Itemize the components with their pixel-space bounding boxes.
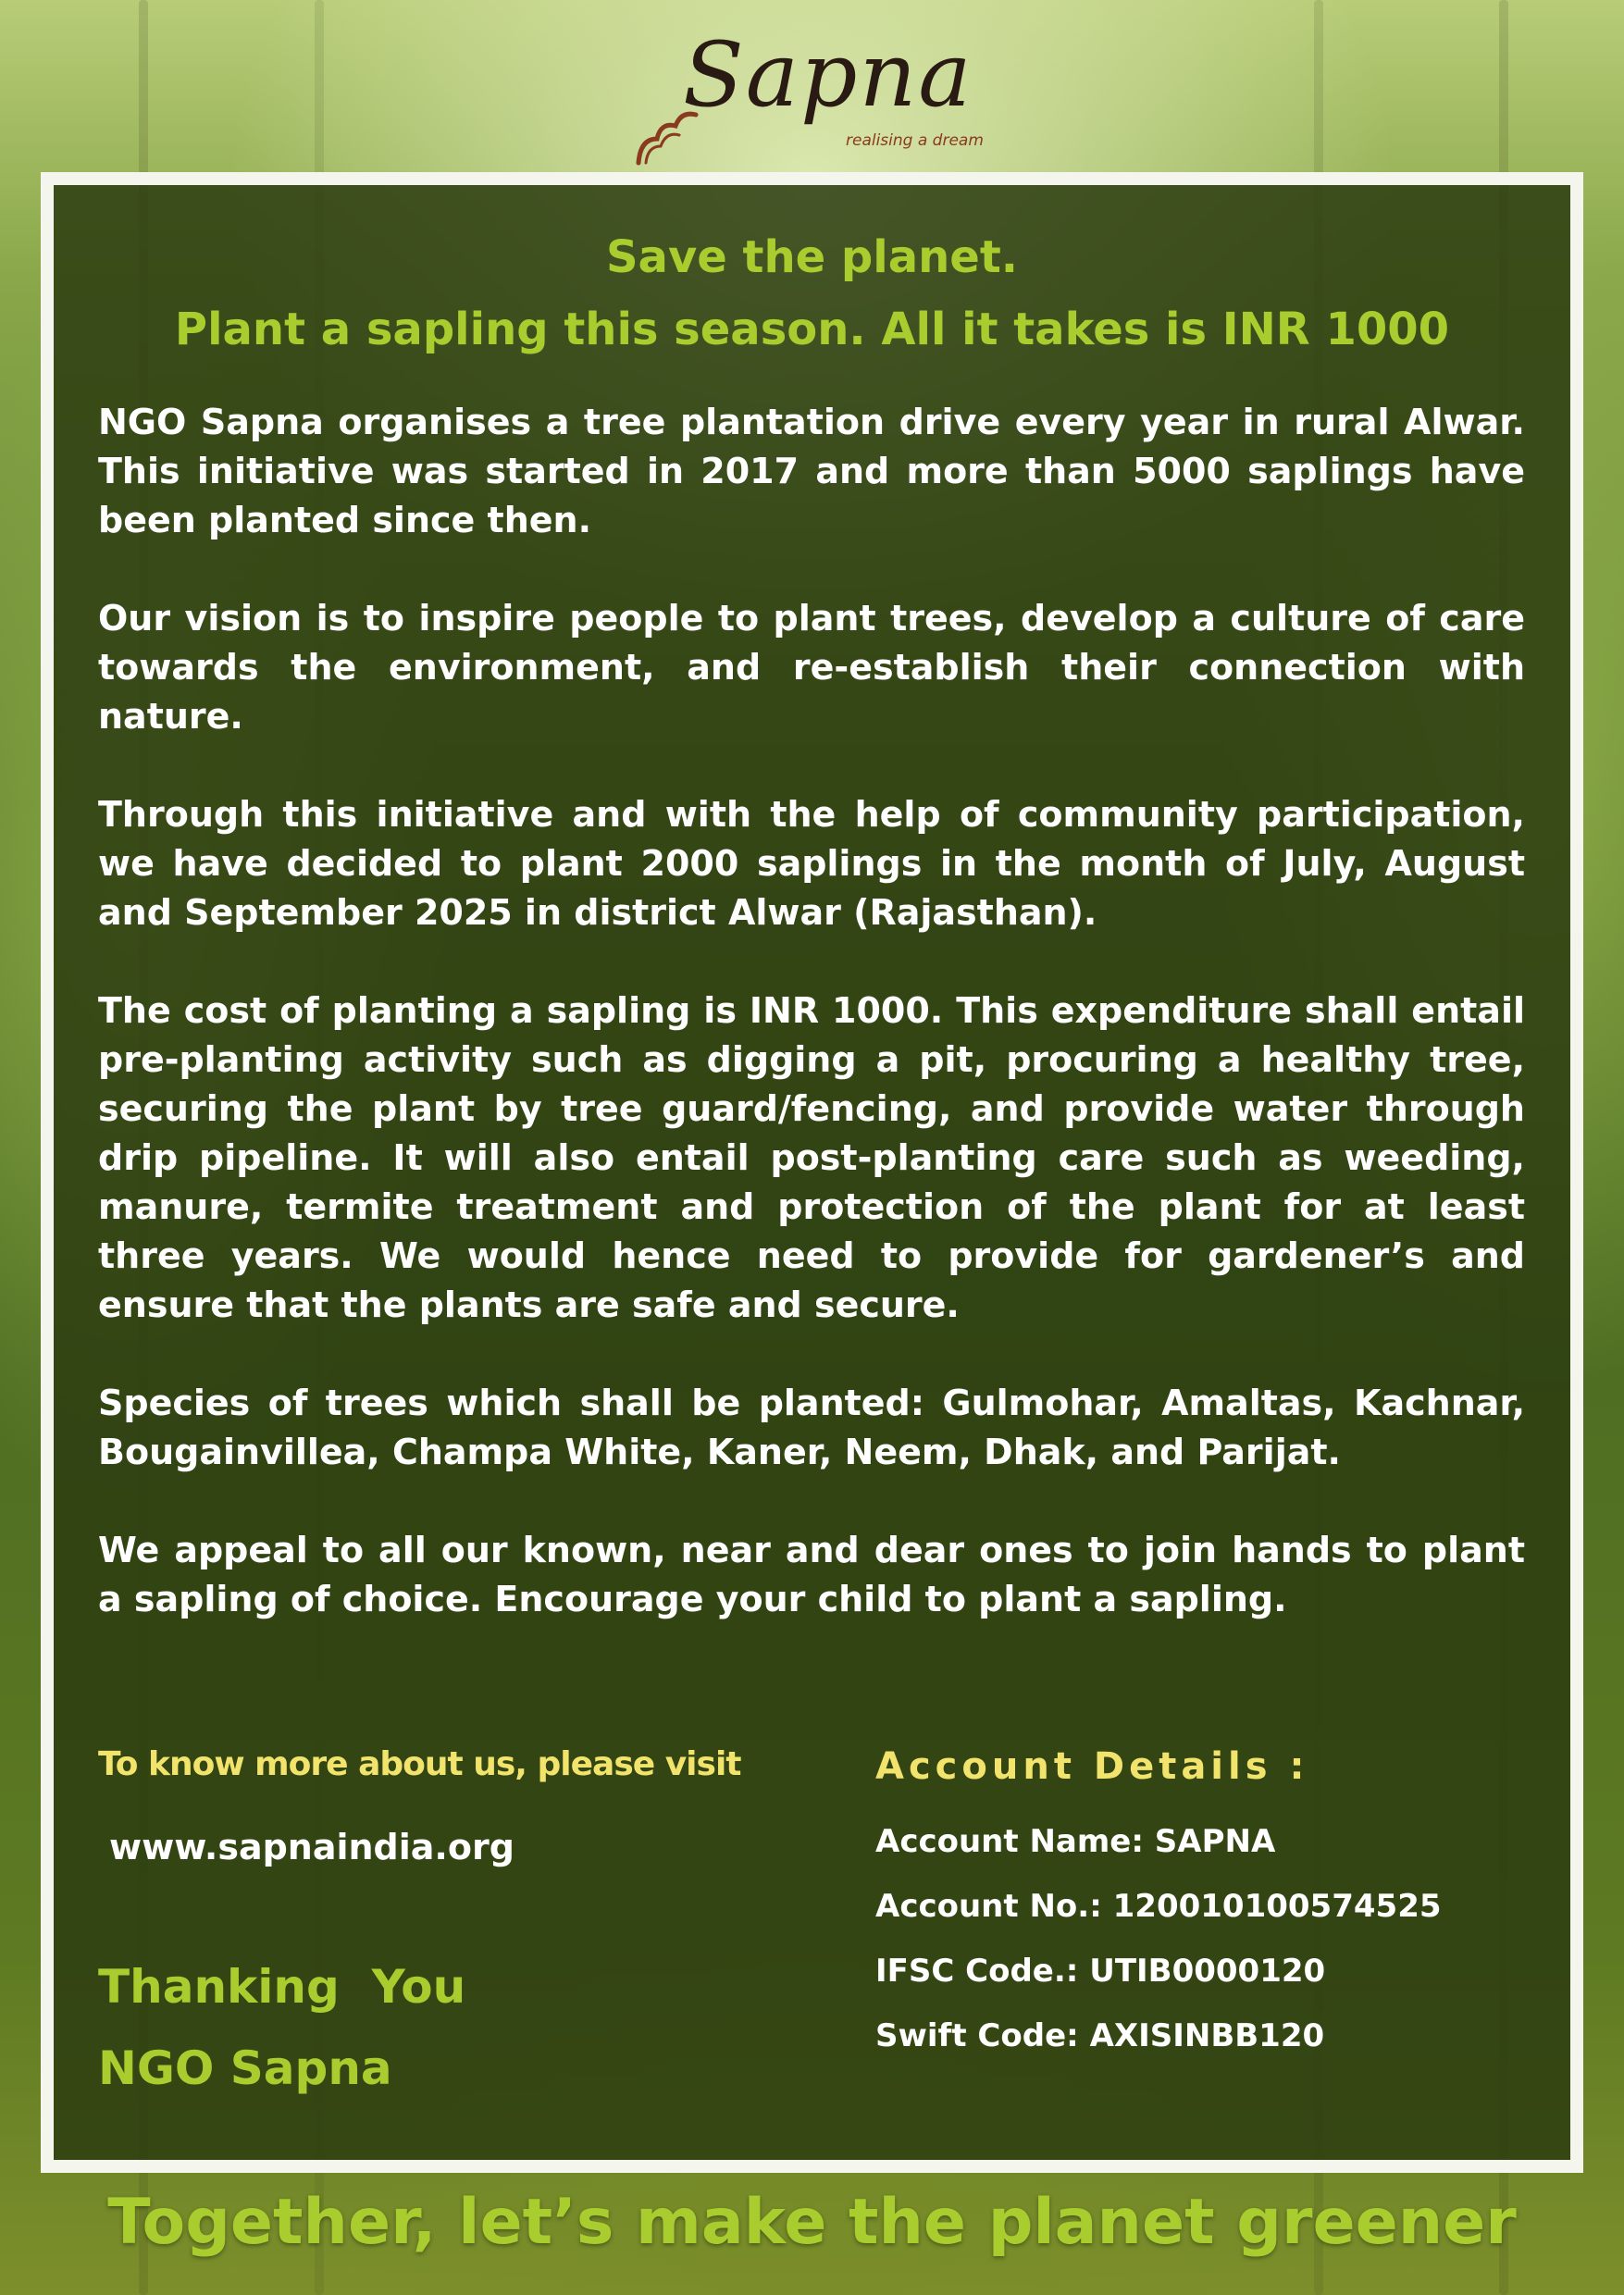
paragraph-plan: Through this initiative and with the help of community participation, we have decided to plant 2000 saplings in the month of July, August and September 2025 in district Alwar (Rajasthan). bbox=[98, 794, 1525, 933]
account-name: Account Name: SAPNA bbox=[875, 1823, 1276, 1860]
account-ifsc: IFSC Code.: UTIB0000120 bbox=[875, 1953, 1326, 1990]
paragraph-species: Species of trees which shall be planted: Gulmohar, Amaltas, Kachnar, Bougainvillea, Champa White, Kaner, Neem, Dhak, and Parijat. bbox=[98, 1383, 1525, 1472]
website-link[interactable]: www.sapnaindia.org bbox=[109, 1827, 514, 1867]
visit-label: To know more about us, please visit bbox=[98, 1745, 741, 1783]
account-number: Account No.: 120010100574525 bbox=[875, 1888, 1442, 1925]
logo-tagline: realising a dream bbox=[846, 131, 984, 150]
sapna-logo[interactable] bbox=[635, 17, 1005, 165]
headline-secondary: Plant a sapling this season. All it takes is INR 1000 bbox=[174, 304, 1450, 355]
logo-wordmark: Sapna bbox=[683, 23, 973, 127]
paragraph-cost: The cost of planting a sapling is INR 1000. This expenditure shall entail pre-planting activity such as digging a pit, procuring a healthy tree, securing the plant by tree guard/fencing, and provide water through drip pipeline. It will also entail post-planting care such as weeding, manure, termite treatment and protection of the plant for at least three years. We would hence need to provide for gardener’s and ensure that the plants are safe and secure. bbox=[98, 990, 1525, 1325]
body-text bbox=[98, 398, 1525, 1624]
account-swift: Swift Code: AXISINBB120 bbox=[875, 2017, 1325, 2054]
paragraph-appeal: We appeal to all our known, near and dear ones to join hands to plant a sapling of choice. Encourage your child to plant a sapling. bbox=[98, 1530, 1525, 1619]
content-panel bbox=[41, 172, 1583, 2173]
paragraph-intro: NGO Sapna organises a tree plantation drive every year in rural Alwar. This initiative was started in 2017 and more than 5000 saplings have been planted since then. bbox=[98, 402, 1525, 540]
thanks-text: Thanking You bbox=[98, 1960, 466, 2014]
footer-slogan: Together, let’s make the planet greener bbox=[107, 2186, 1517, 2259]
org-signature: NGO Sapna bbox=[98, 2041, 392, 2095]
headline-primary: Save the planet. bbox=[605, 231, 1018, 283]
account-details-title: Account Details : bbox=[875, 1745, 1309, 1788]
paragraph-vision: Our vision is to inspire people to plant trees, develop a culture of care towards the environment, and re-establish their connection with nature. bbox=[98, 598, 1525, 737]
